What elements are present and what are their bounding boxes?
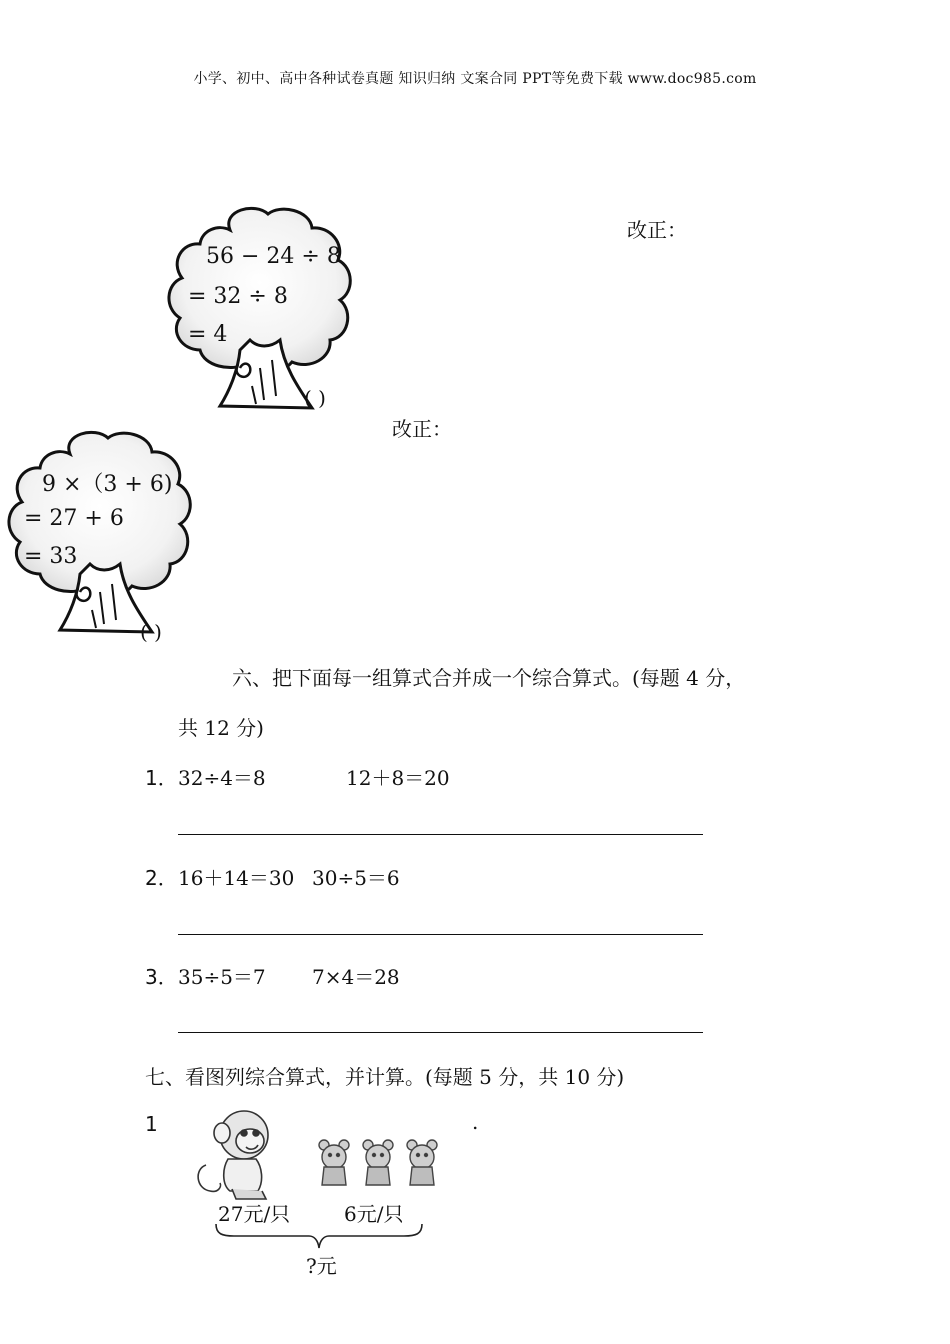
curly-brace-icon xyxy=(214,1222,424,1252)
expression-b: 12＋8＝20 xyxy=(346,766,450,790)
answer-line-2[interactable] xyxy=(178,934,703,935)
answer-paren-1[interactable]: ( ) xyxy=(304,386,326,410)
tree1-line-1: 56 − 24 ÷ 8 xyxy=(206,244,341,269)
answer-paren-2[interactable]: ( ) xyxy=(140,620,162,644)
expression-a: 32÷4＝8 xyxy=(178,766,266,790)
monkey-icon xyxy=(198,1111,268,1199)
tree2-line-2: = 27 + 6 xyxy=(24,506,124,531)
expression-b: 30÷5＝6 xyxy=(312,866,400,890)
page-header: 小学、初中、高中各种试卷真题 知识归纳 文案合同 PPT等免费下载 www.doc985.com xyxy=(193,71,757,87)
bear-icon xyxy=(319,1140,349,1185)
expression-a: 35÷5＝7 xyxy=(178,965,266,989)
price-bear: 6元/只 xyxy=(344,1202,404,1226)
section6-title-cont: 共 12 分) xyxy=(178,716,264,740)
answer-line-1[interactable] xyxy=(178,834,703,835)
item-number: 1 xyxy=(145,1112,158,1136)
bear-icon xyxy=(407,1140,437,1185)
total-price: ?元 xyxy=(306,1254,337,1278)
expression-a: 16＋14＝30 xyxy=(178,866,295,890)
section7-title: 七、看图列综合算式，并计算。(每题 5 分，共 10 分) xyxy=(145,1065,625,1089)
tree2-line-3: = 33 xyxy=(24,544,78,569)
item-number: 1． xyxy=(145,766,178,790)
bear-icon xyxy=(363,1140,393,1185)
tree1-line-2: = 32 ÷ 8 xyxy=(188,284,288,309)
answer-dot: . xyxy=(472,1110,479,1134)
correction-label-1: 改正： xyxy=(627,218,687,242)
tree-icon xyxy=(0,424,200,639)
answer-line-3[interactable] xyxy=(178,1032,703,1033)
tree2-line-1: 9 ×（3 + 6) xyxy=(42,472,173,497)
tree1-line-3: = 4 xyxy=(188,322,228,347)
correction-label-2: 改正： xyxy=(392,417,452,441)
section6-title: 六、把下面每一组算式合并成一个综合算式。(每题 4 分， xyxy=(232,666,746,690)
item-number: 2． xyxy=(145,866,178,890)
item-number: 3． xyxy=(145,965,178,989)
price-monkey: 27元/只 xyxy=(218,1202,291,1226)
toy-illustration xyxy=(192,1105,457,1205)
expression-b: 7×4＝28 xyxy=(312,965,400,989)
